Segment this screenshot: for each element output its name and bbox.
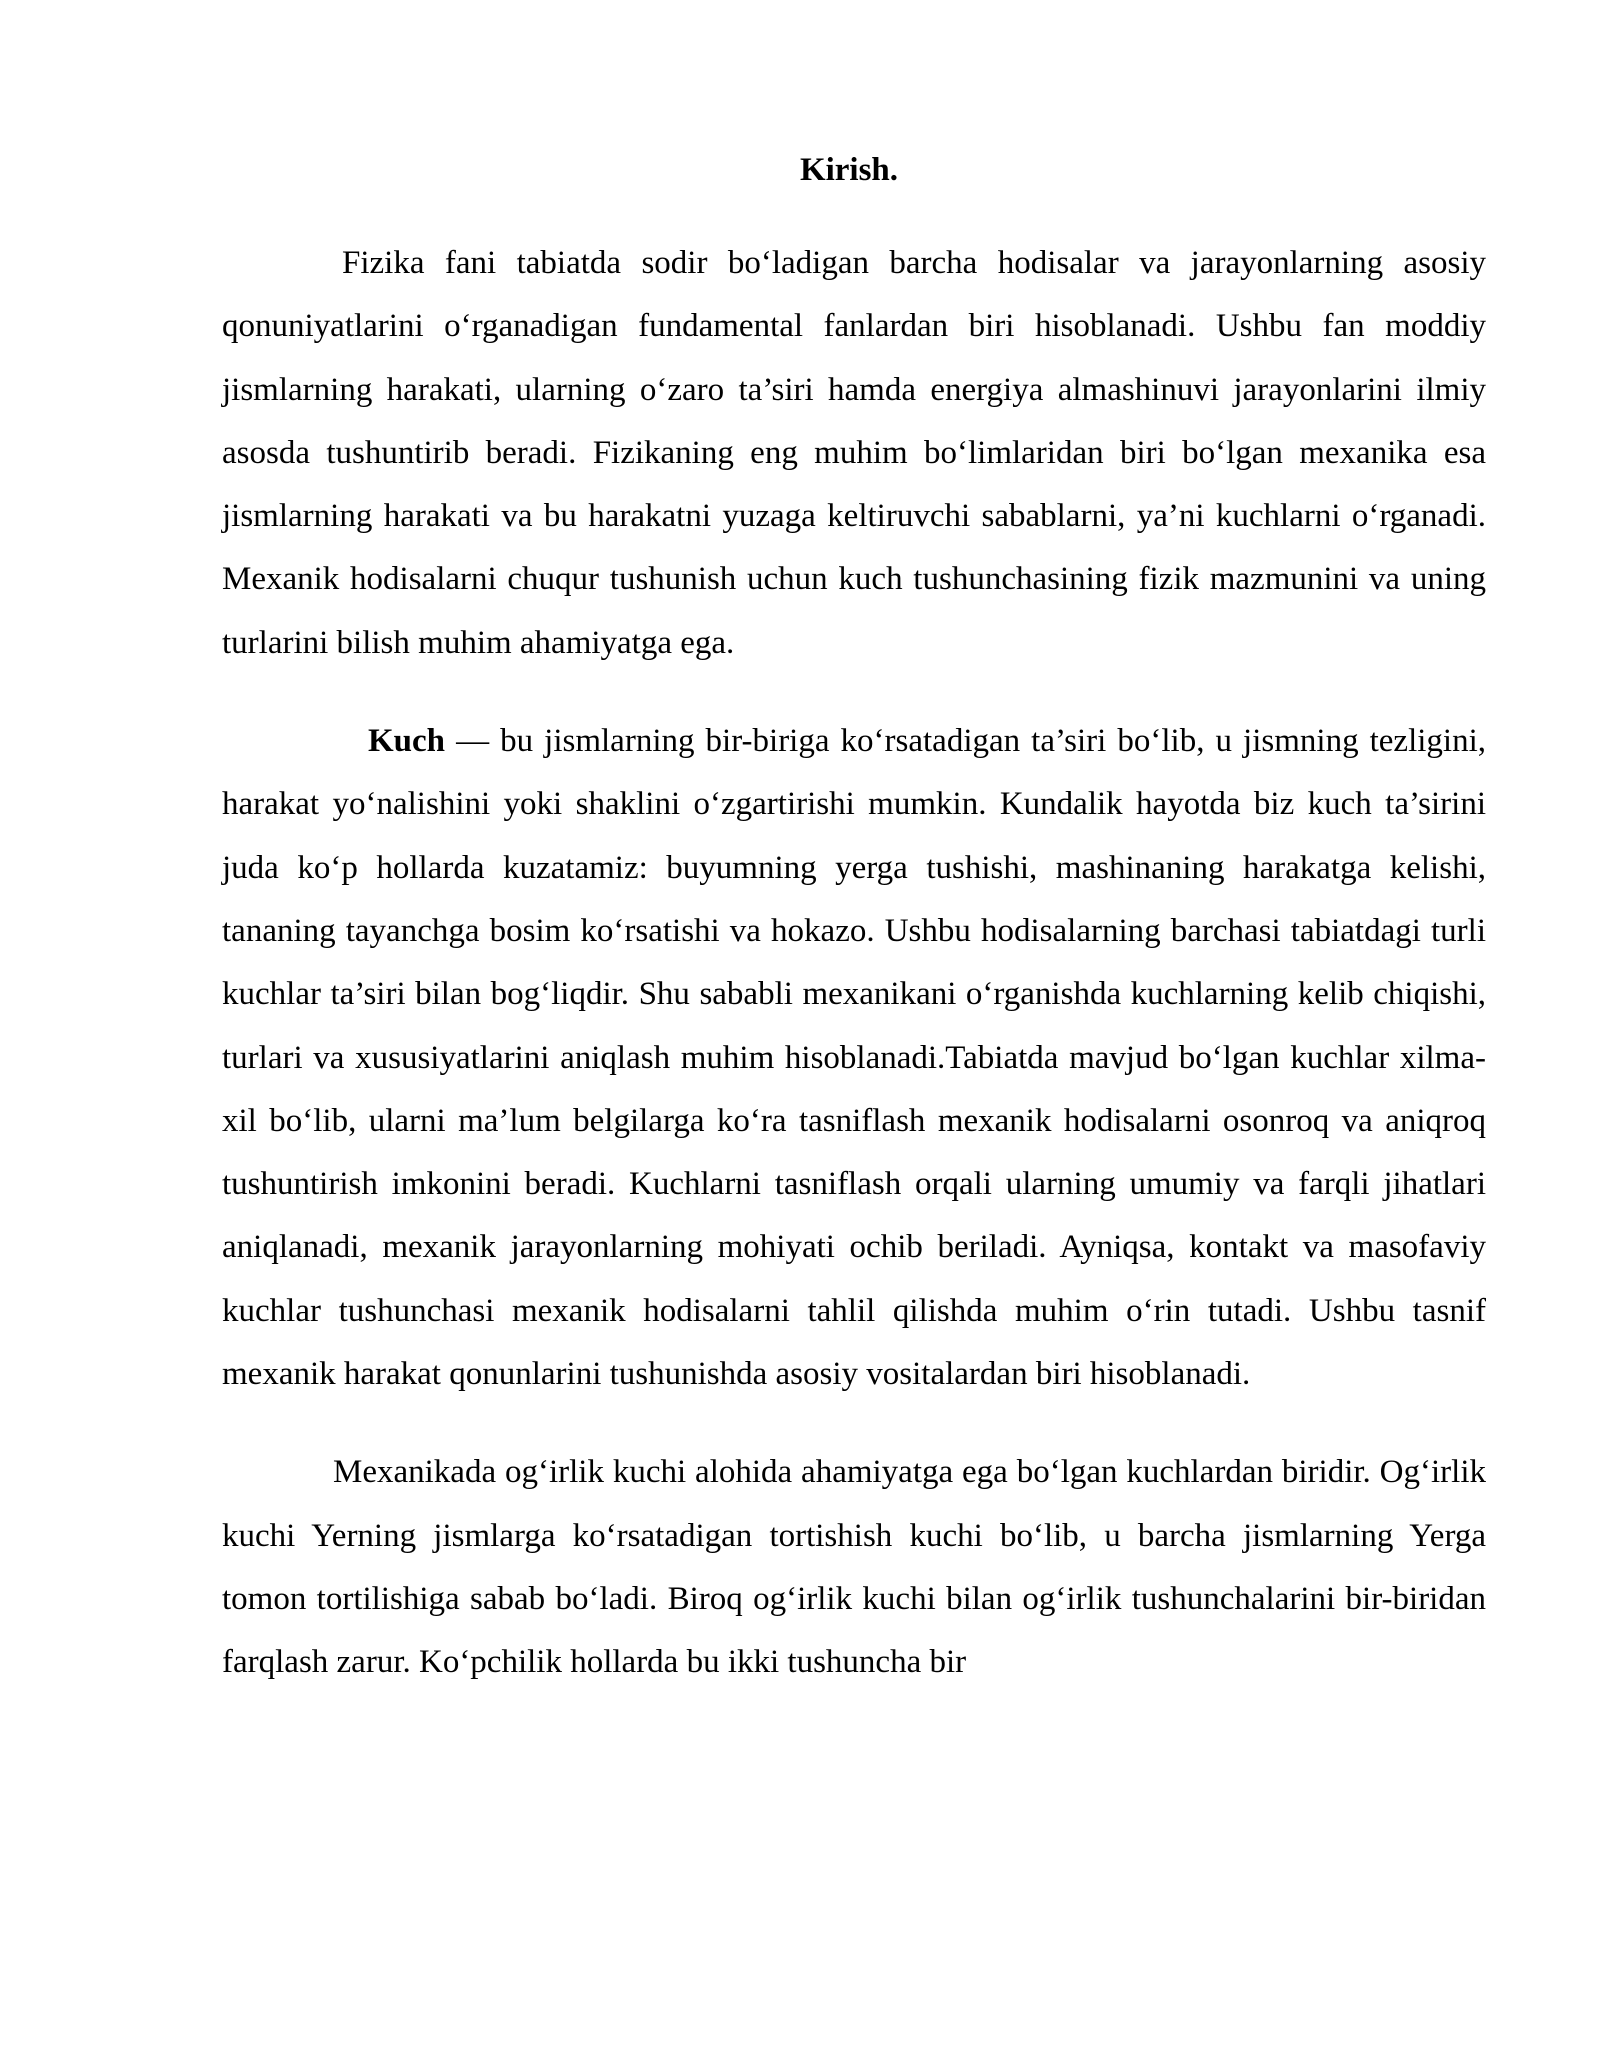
paragraph-intro-text: Fizika fani tabiatda sodir bo‘ladigan barcha hodisalar va jarayonlarning asosiy qonuniyatlarini o‘rganadigan fundamental fanlardan biri hisoblanadi. Ushbu fan moddiy jismlarning harakati, ularning o‘zaro ta’siri hamda energiya almashinuvi jarayonlarini ilmiy asosda tushuntirib beradi. Fizikaning eng muhim bo‘limlaridan biri bo‘lgan mexanika esa jismlarning harakati va bu harakatni yuzaga keltiruvchi sabablarni, ya’ni kuchlarni o‘rganadi. Mexanik hodisalarni chuqur tushunish uchun kuch tushunchasining fizik mazmunini va uning turlarini bilish muhim ahamiyatga ega. — [222, 245, 1486, 661]
document-body — [222, 146, 1486, 1730]
paragraph-kuch-text: — bu jismlarning bir-biriga ko‘rsatadigan ta’siri bo‘lib, u jismning tezligini, harakat yo‘nalishini yoki shaklini o‘zgartirishi mumkin. Kundalik hayotda biz kuch ta’sirini juda ko‘p hollarda kuzatamiz: buyumning yerga tushishi, mashinaning harakatga kelishi, tananing tayanchga bosim ko‘rsatishi va hokazo. Ushbu hodisalarning barchasi tabiatdagi turli kuchlar ta’siri bilan bog‘liqdir. Shu sababli mexanikani o‘rganishda kuchlarning kelib chiqishi, turlari va xususiyatlarini aniqlash muhim hisoblanadi.Tabiatda mavjud bo‘lgan kuchlar xilma-xil bo‘lib, ularni ma’lum belgilarga ko‘ra tasniflash mexanik hodisalarni osonroq va aniqroq tushuntirish imkonini beradi. Kuchlarni tasniflash orqali ularning umumiy va farqli jihatlari aniqlanadi, mexanik jarayonlarning mohiyati ochib beriladi. Ayniqsa, kontakt va masofaviy kuchlar tushunchasi mexanik hodisalarni tahlil qilishda muhim o‘rin tutadi. Ushbu tasnif mexanik harakat qonunlarini tushunishda asosiy vositalardan biri hisoblanadi. — [222, 723, 1486, 1393]
document-title: Kirish. — [799, 152, 899, 188]
paragraph-kuch — [222, 710, 1486, 1406]
paragraph-ogirlik-text: Mexanikada og‘irlik kuchi alohida ahamiyatga ega bo‘lgan kuchlardan biridir. Og‘irlik kuchi Yerning jismlarga ko‘rsatadigan tortishish kuchi bo‘lib, u barcha jismlarning Yerga tomon tortilishiga sabab bo‘ladi. Biroq og‘irlik kuchi bilan og‘irlik tushunchalarini bir-biridan farqlash zarur. Ko‘pchilik hollarda bu ikki tushuncha bir — [222, 1454, 1486, 1681]
paragraph-ogirlik — [222, 1441, 1486, 1694]
paragraph-intro — [222, 232, 1486, 675]
term-kuch: Kuch — [368, 723, 446, 760]
